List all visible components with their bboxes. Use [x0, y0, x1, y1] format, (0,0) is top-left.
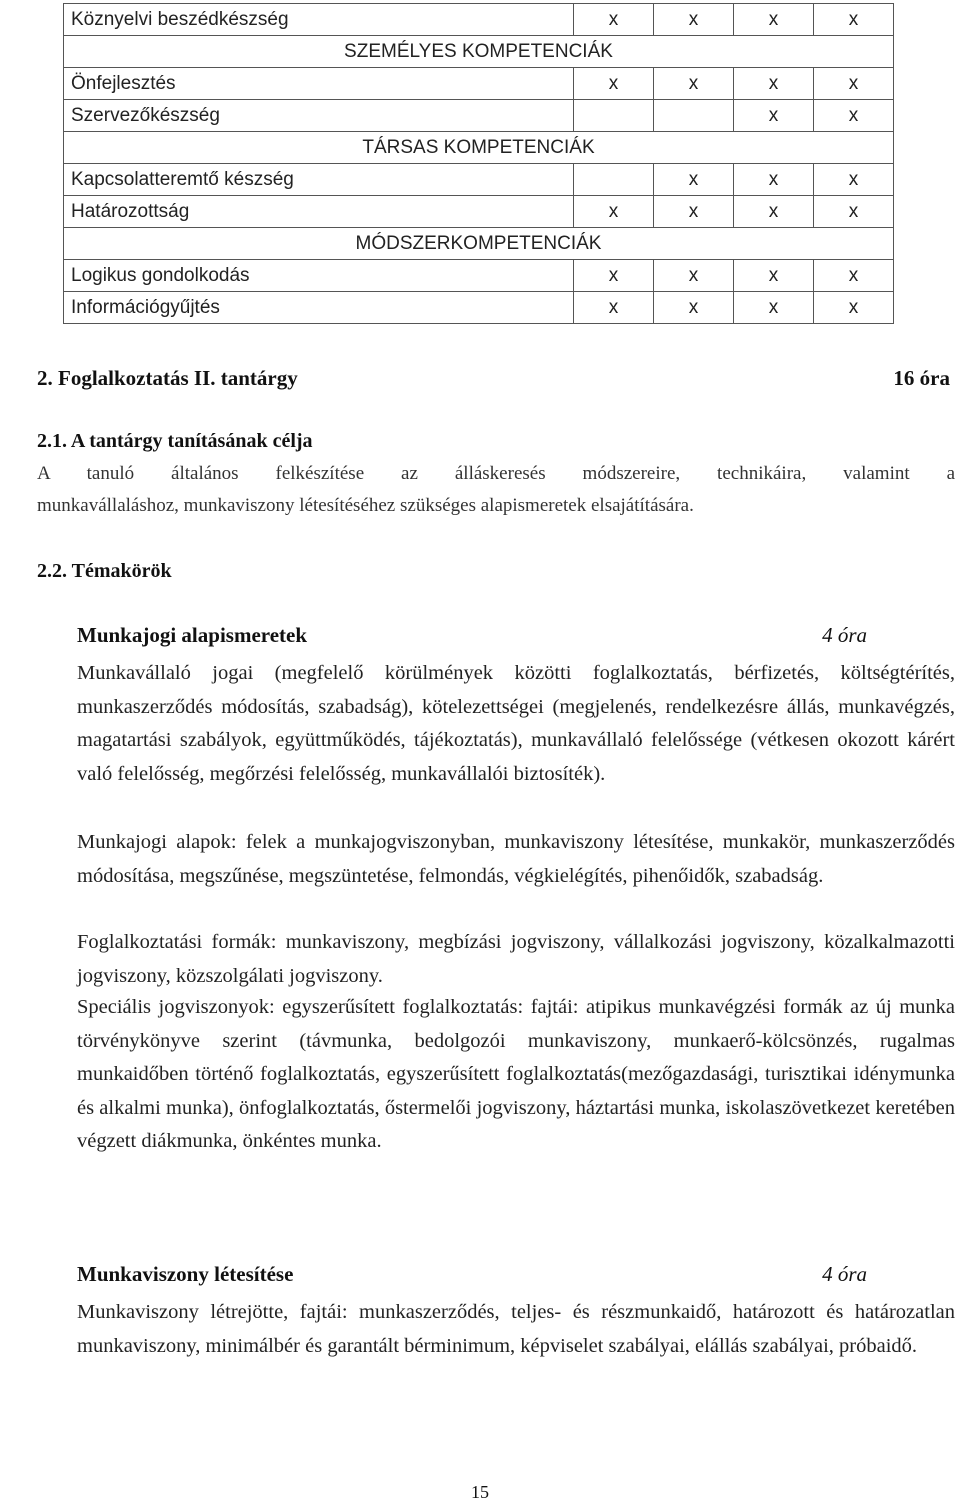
topic-paragraph: Speciális jogviszonyok: egyszerűsített foglalkoztatás: fajtái: atipikus munkavégzési formák az új munka törvénykönyve szerint (távmunka, bedolgozói munkaviszony, munkaerő-kölcsönzés, rugalmas munkaidőben történő foglalkoztatás, egyszerűsített foglalkoztatás(mezőgazdasági, turisztikai idénymunka és alkalmi munka), önfoglalkoztatás, őstermelői jogviszony, háztartási munka, iskolaszövetkezet keretében végzett diákmunka, önkéntes munka. [77, 996, 955, 1153]
topic-paragraph: Munkaviszony létrejötte, fajtái: munkaszerződés, teljes- és részmunkaidő, határozott és határozatlan munkaviszony, minimálbér és garantált bérminimum, képviselet szabályai, elállás szabályai, próbaidő. [77, 1301, 955, 1357]
competence-row [64, 292, 894, 324]
competence-mark: x [654, 260, 734, 292]
competence-row [64, 68, 894, 100]
topic-hours: 4 óra [822, 623, 867, 647]
category-row [64, 132, 894, 164]
competence-mark [654, 100, 734, 132]
section-hours: 16 óra [893, 366, 950, 390]
topics-heading: 2.2. Témakörök [37, 560, 172, 582]
competence-mark [574, 100, 654, 132]
competence-mark: x [574, 196, 654, 228]
category-label: SZEMÉLYES KOMPETENCIÁK [64, 36, 894, 68]
competence-label: Információgyűjtés [64, 292, 574, 324]
topic-hours: 4 óra [822, 1262, 867, 1286]
competence-mark: x [814, 100, 894, 132]
goal-heading: 2.1. A tantárgy tanításának célja [37, 430, 313, 452]
competence-label: Határozottság [64, 196, 574, 228]
topic-title: Munkaviszony létesítése [77, 1262, 294, 1286]
competence-mark: x [574, 260, 654, 292]
competence-mark: x [814, 196, 894, 228]
competence-table-body [64, 4, 894, 324]
competence-mark: x [654, 292, 734, 324]
competence-label: Kapcsolatteremtő készség [64, 164, 574, 196]
competence-mark: x [814, 164, 894, 196]
competence-mark: x [574, 68, 654, 100]
competence-mark [574, 164, 654, 196]
competence-row [64, 196, 894, 228]
topic-header [77, 1262, 867, 1287]
competence-mark: x [734, 68, 814, 100]
topic-paragraph: Foglalkoztatási formák: munkaviszony, megbízási jogviszony, vállalkozási jogviszony, közalkalmazotti jogviszony, közszolgálati jogviszony. [77, 931, 955, 987]
topic-header [77, 623, 867, 648]
category-row [64, 36, 894, 68]
competence-label: Szervezőkészség [64, 100, 574, 132]
competence-mark: x [574, 4, 654, 36]
competence-mark: x [654, 4, 734, 36]
competence-label: Önfejlesztés [64, 68, 574, 100]
topic-paragraph: Munkajogi alapok: felek a munkajogviszonyban, munkaviszony létesítése, munkakör, munkaszerződés módosítása, megszűnése, megszüntetése, felmondás, végkielégítés, pihenőidők, szabadság. [77, 831, 955, 887]
page-number: 15 [471, 1482, 489, 1502]
competence-mark: x [814, 260, 894, 292]
competence-row [64, 4, 894, 36]
competence-row [64, 260, 894, 292]
competence-row [64, 164, 894, 196]
goal-text-line-1: A tanuló általános felkészítése az álláskeresés módszereire, technikáira, valamint a [37, 463, 955, 484]
competence-mark: x [654, 196, 734, 228]
category-row [64, 228, 894, 260]
competence-mark: x [734, 4, 814, 36]
competence-mark: x [574, 292, 654, 324]
competence-mark: x [814, 68, 894, 100]
competence-row [64, 100, 894, 132]
competence-mark: x [814, 4, 894, 36]
competence-mark: x [814, 292, 894, 324]
competence-mark: x [654, 164, 734, 196]
topic-paragraph: Munkavállaló jogai (megfelelő körülmények közötti foglalkoztatás, bérfizetés, költségtérítés, munkaszerződés módosítás, szabadság), kötelezettségei (megjelenés, rendelkezésre állás, munkavégzés, magatartási szabályok, együttműködés, tájékoztatás), munkavállaló felelőssége (vétkesen okozott kárért való felelősség, megőrzési felelősség, munkavállalói biztosíték). [77, 662, 955, 785]
competence-mark: x [734, 260, 814, 292]
competence-label: Köznyelvi beszédkészség [64, 4, 574, 36]
competence-table [63, 3, 894, 324]
category-label: MÓDSZERKOMPETENCIÁK [64, 228, 894, 260]
category-label: TÁRSAS KOMPETENCIÁK [64, 132, 894, 164]
competence-mark: x [734, 100, 814, 132]
topic-title: Munkajogi alapismeretek [77, 623, 308, 647]
competence-mark: x [734, 196, 814, 228]
competence-label: Logikus gondolkodás [64, 260, 574, 292]
competence-mark: x [654, 68, 734, 100]
section-title: 2. Foglalkoztatás II. tantárgy [37, 366, 298, 390]
competence-mark: x [734, 164, 814, 196]
goal-text-line-2: munkavállaláshoz, munkaviszony létesítéséhez szükséges alapismeretek elsajátítására. [37, 495, 694, 516]
competence-mark: x [734, 292, 814, 324]
